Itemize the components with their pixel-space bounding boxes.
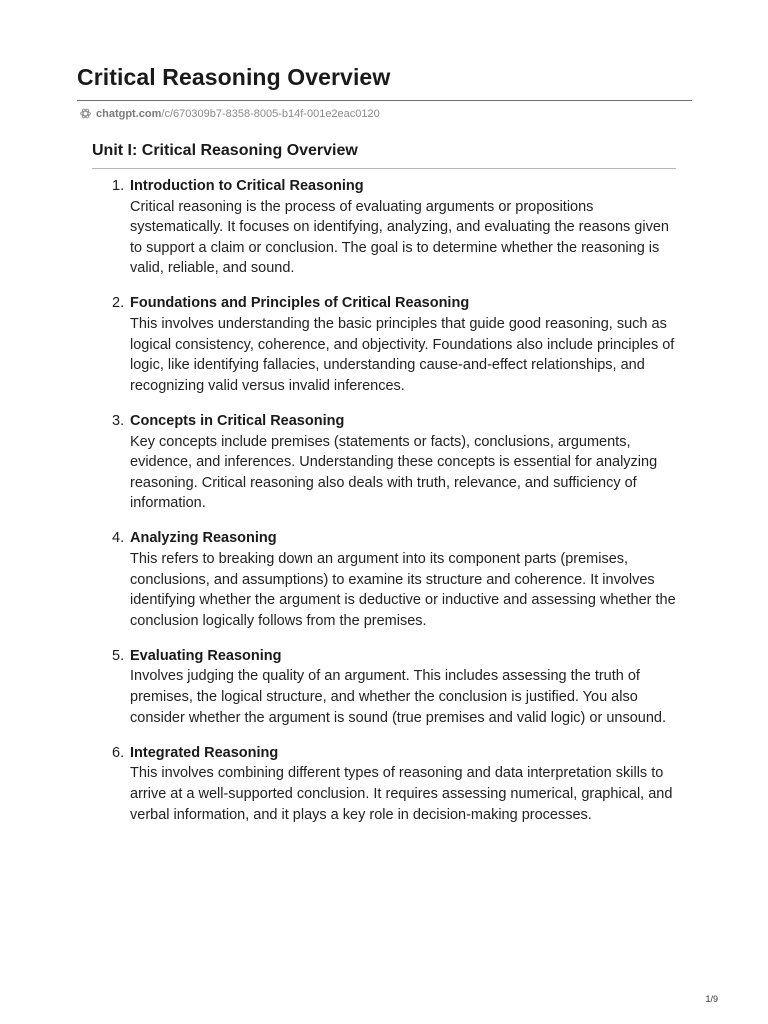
section-heading: Unit I: Critical Reasoning Overview xyxy=(92,142,358,159)
list-item xyxy=(112,411,682,514)
item-title: Evaluating Reasoning xyxy=(130,647,282,664)
item-number: 6. xyxy=(112,744,125,761)
title-divider xyxy=(77,100,692,101)
item-title: Introduction to Critical Reasoning xyxy=(130,178,364,194)
item-title: Concepts in Critical Reasoning xyxy=(130,412,345,429)
openai-logo-icon xyxy=(79,107,92,120)
item-body: This involves understanding the basic principles that guide good reasoning, such as logical consistency, coherence, and objectivity. Foundations also include principles of logic, like identifying fallacies, understanding cause-and-effect relationships, and recognizing valid versus invalid inferences. xyxy=(130,316,675,394)
item-number: 4. xyxy=(112,530,125,547)
item-number: 3. xyxy=(112,412,125,429)
section-divider xyxy=(92,168,676,169)
topic-list xyxy=(112,176,682,840)
list-item xyxy=(112,176,682,279)
item-number: 5. xyxy=(112,647,125,664)
item-body: Critical reasoning is the process of evaluating arguments or propositions systematically. It focuses on identifying, analyzing, and evaluating the reasons given to support a claim or conclusion. The goal is to determine whether the reasoning is valid, reliable, and sound. xyxy=(130,198,669,277)
item-title: Foundations and Principles of Critical Reasoning xyxy=(130,295,470,312)
item-number: 1. xyxy=(112,178,125,194)
item-number: 2. xyxy=(112,295,125,312)
item-body: Key concepts include premises (statements or facts), conclusions, arguments, evidence, and inferences. Understanding these concepts is essential for analyzing reasoning. Critical reasoning also deals with truth, relevance, and sufficiency of information. xyxy=(130,433,658,512)
list-item xyxy=(112,646,682,728)
page-title: Critical Reasoning Overview xyxy=(77,64,391,90)
item-body: Involves judging the quality of an argument. This includes assessing the truth of premises, the logical structure, and whether the conclusion is justified. You also consider whether the argument is sound (true premises and valid logic) or unsound. xyxy=(130,668,666,726)
item-body: This refers to breaking down an argument into its component parts (premises, conclusions, and assumptions) to examine its structure and coherence. It involves identifying whether the argument is deductive or inductive and assessing whether the conclusion logically follows from the premises. xyxy=(130,551,676,629)
page-number: 1/9 xyxy=(705,994,718,1004)
source-path: /c/670309b7-8358-8005-b14f-001e2eac0120 xyxy=(161,107,380,120)
source-link[interactable] xyxy=(79,107,380,120)
list-item xyxy=(112,743,682,825)
list-item xyxy=(112,528,682,631)
item-title: Integrated Reasoning xyxy=(130,744,279,761)
item-title: Analyzing Reasoning xyxy=(130,530,277,547)
list-item xyxy=(112,293,682,396)
source-domain: chatgpt.com xyxy=(96,107,162,120)
item-body: This involves combining different types of reasoning and data interpretation skills to arrive at a well-supported conclusion. It requires assessing numerical, graphical, and verbal information, and it plays a key role in decision-making processes. xyxy=(130,765,673,823)
